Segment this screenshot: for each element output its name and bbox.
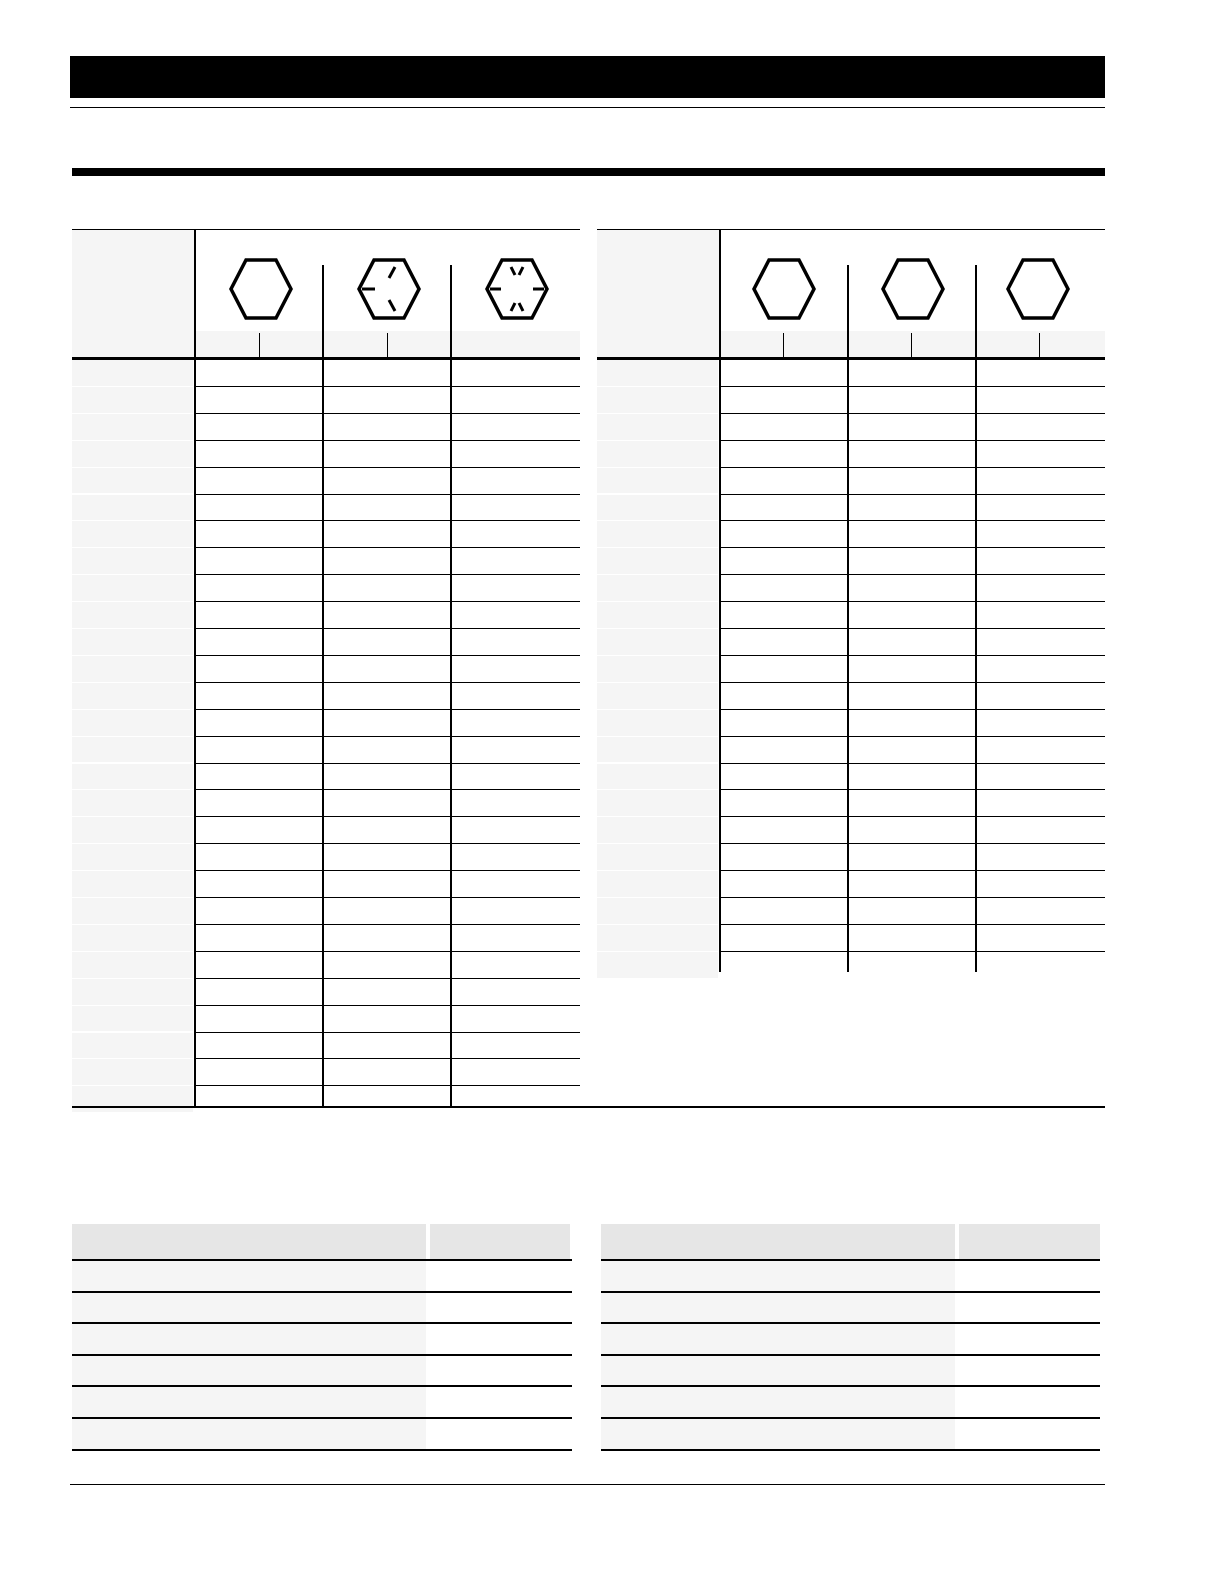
table-row-rule [721, 682, 1105, 683]
conversion-row-name [72, 1356, 426, 1386]
conversion-header-value [959, 1224, 1100, 1259]
table-row-rule [196, 709, 580, 710]
table-row-label [72, 871, 193, 897]
tables-bottom-rule [72, 1106, 1105, 1108]
unit-divider [911, 333, 912, 357]
table-row-rule [196, 870, 580, 871]
table-row-rule [196, 494, 580, 495]
table-row-rule [721, 897, 1105, 898]
conversion-row-name [601, 1324, 955, 1354]
table-row-rule [196, 1085, 580, 1086]
table-row-label [597, 656, 718, 682]
table-row-label [72, 629, 193, 655]
table-row-rule [721, 843, 1105, 844]
table-row-label [597, 548, 718, 574]
table-row-label [72, 925, 193, 951]
conversion-row-rule [72, 1449, 572, 1451]
table-row-rule [721, 574, 1105, 575]
table-row-label [597, 683, 718, 709]
table-row-label [72, 521, 193, 547]
torque-table-left [72, 229, 580, 1109]
table-row-label [72, 1086, 193, 1112]
table-row-label [597, 925, 718, 951]
table-row-label [72, 548, 193, 574]
hex-bolt-plain-icon [752, 257, 816, 321]
conversion-row-name [72, 1324, 426, 1354]
conversion-row-name [601, 1419, 955, 1449]
table-row-label [597, 387, 718, 413]
table-row-rule [721, 628, 1105, 629]
table-row-label [72, 952, 193, 978]
conversion-header-name [601, 1224, 955, 1259]
table-row-rule [721, 951, 1105, 952]
table-row-label [597, 495, 718, 521]
table-row-label [72, 602, 193, 628]
hex-bolt-plain-icon [1006, 257, 1070, 321]
table-row-rule [196, 386, 580, 387]
table-row-label [72, 844, 193, 870]
table-row-rule [196, 440, 580, 441]
table-row-rule [721, 816, 1105, 817]
table-row-rule [196, 547, 580, 548]
table-row-label [72, 441, 193, 467]
table-row-rule [196, 467, 580, 468]
unit-header-strip [721, 331, 1105, 357]
table-row-rule [196, 520, 580, 521]
table-row-rule [196, 1005, 580, 1006]
conversion-row-name [72, 1261, 426, 1291]
hex-bolt-plain-icon [229, 257, 293, 321]
table-row-rule [721, 547, 1105, 548]
table-row-label [72, 683, 193, 709]
table-row-label [72, 387, 193, 413]
table-row-rule [196, 978, 580, 979]
conversion-table-left [72, 1224, 572, 1454]
table-row-rule [721, 467, 1105, 468]
header-rule [70, 107, 1105, 108]
unit-divider [1039, 333, 1040, 357]
conversion-header-name [72, 1224, 426, 1259]
label-header-cell [597, 230, 719, 357]
column-divider [847, 265, 849, 972]
table-row-rule [721, 924, 1105, 925]
unit-divider [387, 333, 388, 357]
table-row-rule [196, 951, 580, 952]
hex-bolt-three-marks-icon [357, 257, 421, 321]
table-row-label [72, 790, 193, 816]
table-row-rule [721, 413, 1105, 414]
table-row-label [597, 737, 718, 763]
table-row-label [72, 360, 193, 386]
table-row-rule [196, 413, 580, 414]
conversion-row-name [601, 1261, 955, 1291]
table-row-rule [196, 628, 580, 629]
table-row-label [597, 575, 718, 601]
table-row-label [597, 871, 718, 897]
table-row-rule [196, 924, 580, 925]
hex-bolt-plain-icon [881, 257, 945, 321]
table-row-rule [196, 601, 580, 602]
table-row-label [72, 979, 193, 1005]
table-row-label [72, 414, 193, 440]
column-divider [975, 265, 977, 972]
conversion-row-name [601, 1293, 955, 1323]
table-row-label [72, 1006, 193, 1032]
hex-bolt-six-marks-icon [485, 257, 549, 321]
table-row-rule [196, 816, 580, 817]
table-row-rule [196, 655, 580, 656]
conversion-row-name [72, 1419, 426, 1449]
table-row-rule [721, 763, 1105, 764]
table-row-label [597, 629, 718, 655]
table-row-rule [721, 494, 1105, 495]
table-row-rule [721, 870, 1105, 871]
table-row-label [72, 656, 193, 682]
conversion-row-rule [601, 1449, 1100, 1451]
conversion-row-name [72, 1387, 426, 1417]
unit-divider [259, 333, 260, 357]
table-row-rule [196, 1058, 580, 1059]
table-row-label [72, 817, 193, 843]
table-row-label [72, 468, 193, 494]
table-row-rule [196, 574, 580, 575]
table-row-label [72, 495, 193, 521]
table-row-rule [196, 682, 580, 683]
table-row-rule [196, 736, 580, 737]
table-row-label [72, 1033, 193, 1059]
table-row-label [72, 898, 193, 924]
footer-rule [70, 1484, 1105, 1485]
table-row-label [597, 414, 718, 440]
table-row-rule [721, 386, 1105, 387]
table-row-rule [721, 655, 1105, 656]
column-divider [322, 265, 324, 1107]
table-row-label [597, 441, 718, 467]
table-row-label [72, 1059, 193, 1085]
column-divider [450, 265, 452, 1107]
table-row-label [72, 575, 193, 601]
conversion-row-name [601, 1387, 955, 1417]
conversion-header-value [430, 1224, 570, 1259]
table-row-label [597, 952, 718, 978]
table-row-label [597, 521, 718, 547]
table-row-label [597, 360, 718, 386]
table-row-label [597, 764, 718, 790]
table-row-rule [196, 843, 580, 844]
table-row-label [597, 790, 718, 816]
table-row-label [597, 468, 718, 494]
table-row-label [597, 602, 718, 628]
section-title-bar [72, 168, 1105, 176]
conversion-row-name [601, 1356, 955, 1386]
column-divider [194, 229, 196, 1107]
table-row-rule [196, 1032, 580, 1033]
table-row-label [72, 737, 193, 763]
table-row-label [597, 817, 718, 843]
table-row-rule [721, 736, 1105, 737]
table-row-rule [721, 709, 1105, 710]
table-row-rule [196, 789, 580, 790]
table-row-rule [721, 789, 1105, 790]
header-bar [70, 56, 1105, 98]
table-row-label [597, 898, 718, 924]
table-row-label [597, 844, 718, 870]
table-row-label [597, 710, 718, 736]
unit-header-strip [196, 331, 580, 357]
table-row-rule [196, 763, 580, 764]
label-header-cell [72, 230, 194, 357]
conversion-table-right [601, 1224, 1101, 1454]
table-row-rule [721, 601, 1105, 602]
torque-table-right [597, 229, 1105, 974]
table-row-rule [721, 520, 1105, 521]
table-row-rule [196, 897, 580, 898]
conversion-row-name [72, 1293, 426, 1323]
table-row-label [72, 764, 193, 790]
unit-divider [783, 333, 784, 357]
table-row-rule [721, 440, 1105, 441]
table-row-label [72, 710, 193, 736]
